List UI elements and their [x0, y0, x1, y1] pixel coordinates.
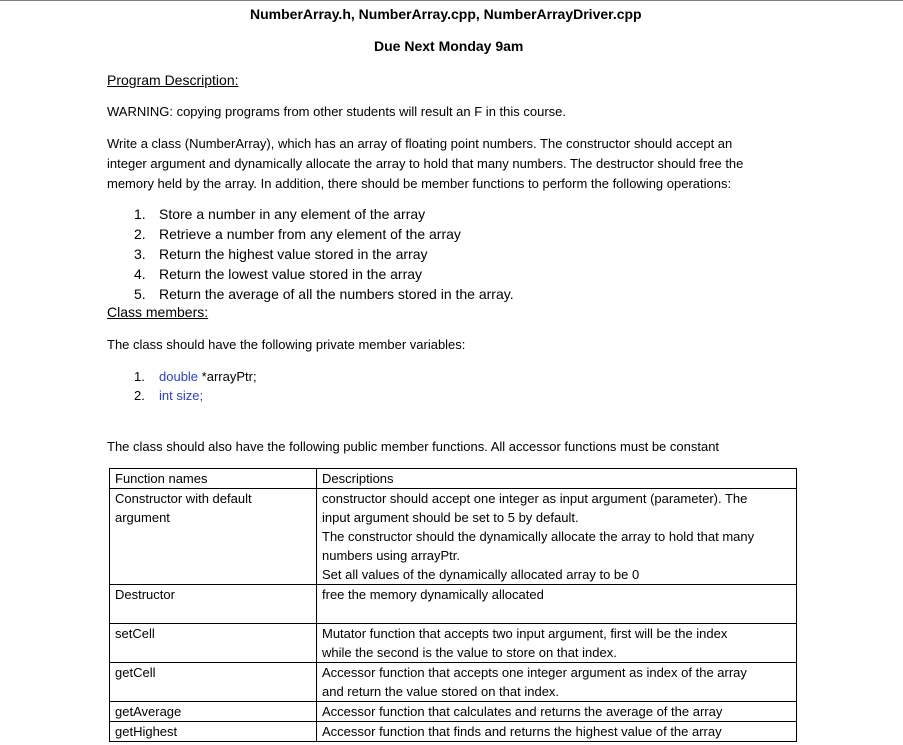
table-row — [110, 702, 797, 722]
warning-text: WARNING: copying programs from other students will result an F in this course. — [107, 104, 567, 119]
table-header-row — [110, 469, 797, 489]
description-cell: Accessor function that accepts one integer argument as index of the array and return the value stored on that index. — [317, 663, 797, 702]
operations-list — [134, 204, 514, 304]
table-row — [110, 585, 797, 624]
header-function-names: Function names — [110, 469, 317, 489]
description-paragraph — [107, 134, 743, 194]
description-cell: free the memory dynamically allocated — [317, 585, 797, 624]
list-item: 4. Return the lowest value stored in the array — [134, 266, 423, 282]
list-item: 3. Return the highest value stored in the array — [134, 246, 428, 262]
table-row — [110, 489, 797, 585]
paragraph-line: Write a class (NumberArray), which has an array of floating point numbers. The constructor should accept an — [107, 136, 733, 151]
paragraph-line: memory held by the array. In addition, there should be member functions to perform the following operations: — [107, 176, 732, 191]
description-cell: constructor should accept one integer as input argument (parameter). The input argument should be set to 5 by default. The constructor should the dynamically allocate the array to hold that many numbers using arrayPtr. Set all values of the dynamically allocated array to be 0 — [317, 489, 797, 585]
list-item: 1. Store a number in any element of the array — [134, 206, 426, 222]
public-members-intro: The class should also have the following public member functions. All accessor functions must be constant — [107, 439, 720, 454]
class-members-heading: Class members: — [107, 304, 209, 320]
top-border — [0, 0, 903, 1]
table-row — [110, 624, 797, 663]
due-date: Due Next Monday 9am — [374, 38, 524, 54]
function-name-cell: getAverage — [110, 702, 317, 722]
member-variables-list — [134, 367, 257, 405]
header-descriptions: Descriptions — [317, 469, 797, 489]
function-name-cell: Constructor with default argument — [110, 489, 317, 585]
list-item: 2. Retrieve a number from any element of the array — [134, 226, 461, 242]
file-list-title: NumberArray.h, NumberArray.cpp, NumberArrayDriver.cpp — [250, 6, 642, 22]
program-description-heading: Program Description: — [107, 72, 239, 88]
function-name-cell: getCell — [110, 663, 317, 702]
description-cell: Mutator function that accepts two input argument, first will be the index while the second is the value to store on that index. — [317, 624, 797, 663]
table-row — [110, 663, 797, 702]
description-cell: Accessor function that calculates and returns the average of the array — [317, 702, 797, 722]
functions-table — [109, 468, 797, 742]
list-item: 2. int size; — [134, 388, 204, 403]
function-name-cell: setCell — [110, 624, 317, 663]
list-item: 5. Return the average of all the numbers stored in the array. — [134, 286, 514, 302]
private-members-intro: The class should have the following private member variables: — [107, 337, 466, 352]
function-name-cell: Destructor — [110, 585, 317, 624]
function-name-cell: getHighest — [110, 722, 317, 742]
table-row — [110, 722, 797, 742]
paragraph-line: integer argument and dynamically allocate the array to hold that many numbers. The destructor should free the — [107, 156, 744, 171]
list-item: 1. double *arrayPtr; — [134, 369, 257, 384]
description-cell: Accessor function that finds and returns the highest value of the array — [317, 722, 797, 742]
